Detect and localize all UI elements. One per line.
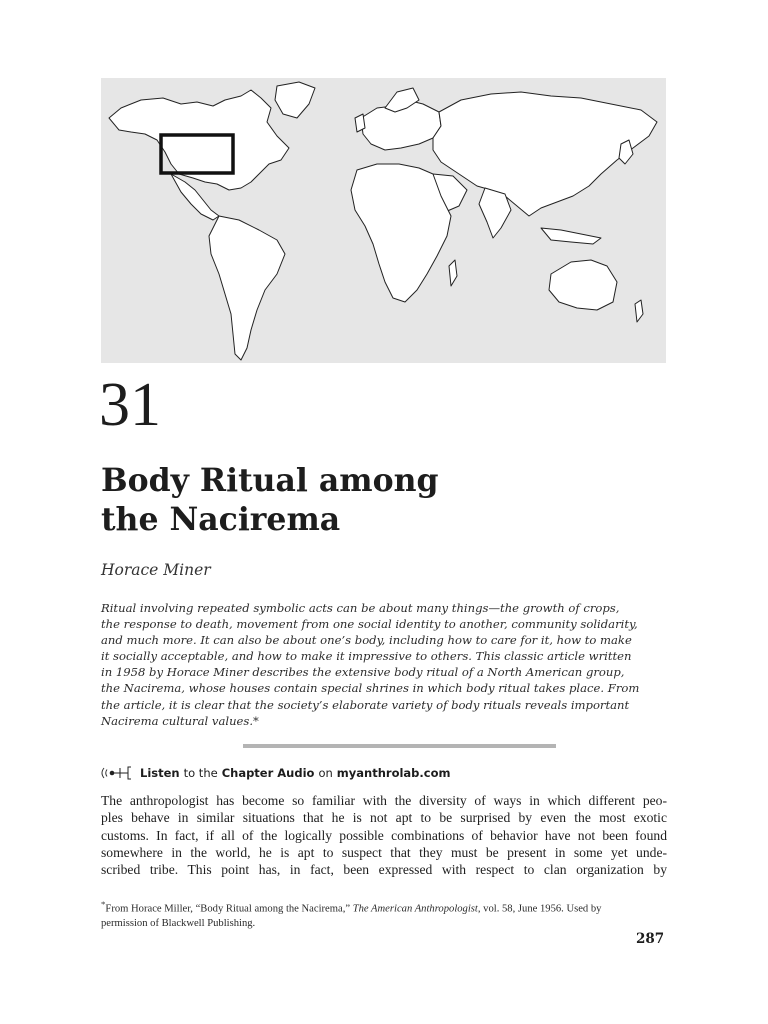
body-line: The anthropologist has become so familiar with the diversity of ways in which different peo-: [101, 793, 667, 808]
world-map-figure: [101, 78, 666, 363]
body-paragraph: [101, 792, 667, 878]
body-line: ples behave in similar situations that he is not apt to be surprised by even the most exotic: [101, 810, 667, 826]
chapter-abstract: [101, 600, 671, 729]
chapter-audio-label: Chapter Audio: [221, 766, 315, 780]
world-map-icon: [101, 78, 666, 363]
body-line: scribed tribe. This point has, in fact, been expressed with respect to clan organization by: [101, 862, 667, 878]
on-label: on: [318, 766, 333, 780]
africa-shape: [351, 164, 451, 302]
audio-speaker-icon: [100, 766, 136, 780]
abstract-line: and much more. It can also be about one’s body, including how to care for it, how to make: [101, 633, 632, 648]
abstract-line: it socially acceptable, and how to make it impressive to others. This classic article written: [101, 649, 632, 664]
abstract-line: the Nacirema, whose houses contain special shrines in which body ritual takes place. From: [101, 681, 640, 696]
chapter-title-line-2: the Nacirema: [101, 501, 341, 538]
south-america-shape: [209, 216, 285, 360]
footnote-marker: *: [101, 899, 106, 909]
greenland-shape: [275, 82, 315, 118]
listen-label: Listen: [140, 766, 180, 780]
site-link[interactable]: myanthrolab.com: [336, 766, 451, 780]
australia-shape: [549, 260, 617, 310]
abstract-line: the response to death, movement from one social identity to another, community solidarity,: [101, 617, 638, 632]
north-america-shape: [109, 90, 289, 190]
chapter-audio-link[interactable]: [100, 764, 450, 782]
footnote-suffix: vol. 58, June 1956. Used by: [480, 903, 602, 915]
abstract-line: Ritual involving repeated symbolic acts can be about many things—the growth of crops,: [101, 601, 620, 615]
abstract-line: Nacirema cultural values.*: [101, 713, 259, 728]
footnote-journal: The American Anthropologist,: [352, 903, 481, 915]
author-name: Horace Miner: [101, 561, 211, 579]
new-zealand-shape: [635, 300, 643, 322]
madagascar-shape: [449, 260, 457, 286]
section-divider: [243, 744, 556, 748]
page-number: 287: [636, 931, 665, 947]
body-line: somewhere in the world, he is apt to suspect that they must be present in some yet unde-: [101, 844, 667, 860]
footnote: [101, 897, 667, 931]
chapter-title-line-1: Body Ritual among: [101, 462, 439, 499]
to-the-label: to the: [183, 766, 218, 780]
chapter-number: 31: [99, 371, 161, 439]
indonesia-shape: [541, 228, 601, 244]
abstract-line: in 1958 by Horace Miner describes the extensive body ritual of a North American group,: [101, 665, 625, 680]
footnote-line-2: permission of Blackwell Publishing.: [101, 917, 256, 929]
body-line: customs. In fact, if all of the logically possible combinations of behavior have not been found: [101, 827, 667, 843]
uk-shape: [355, 114, 365, 132]
abstract-line: the article, it is clear that the society’s elaborate variety of body rituals reveals important: [101, 697, 630, 712]
chapter-title: [101, 461, 601, 539]
footnote-prefix: From Horace Miller, “Body Ritual among the Nacirema,”: [105, 903, 353, 915]
